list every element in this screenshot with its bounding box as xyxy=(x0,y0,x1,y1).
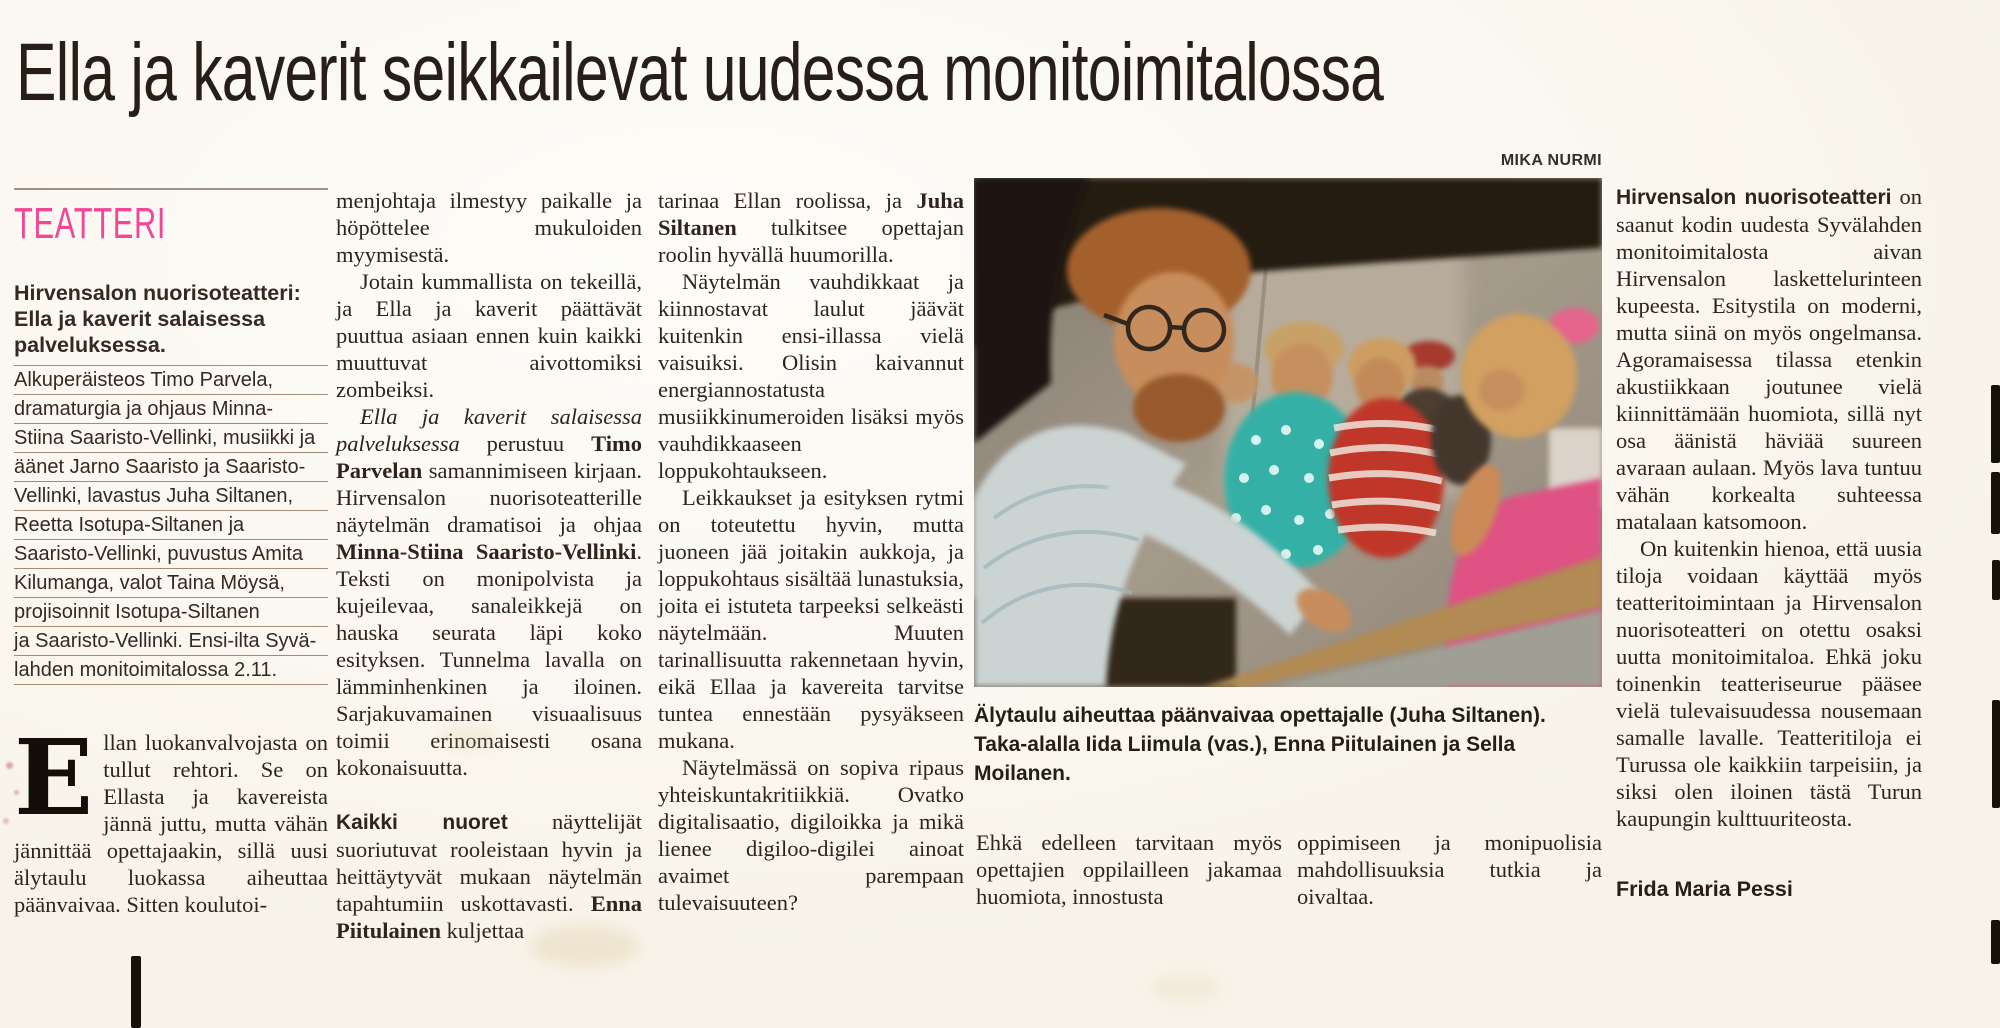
body-paragraph: Ella ja kaverit salaisessa palveluksessa perustuu Timo Parvelan samannimiseen kirjaan. Hirvensalon nuorisoteatterille näytelmän dramatisoi ja ohjaa Minna-Stiina Saaristo-Vellinki. Teksti on monipolvista ja kujeilevaa, sanaleikkejä on hauska seurata läpi koko esityksen. Tunnelma lavalla on lämminhenkinen ja iloinen. Sarjakuvamainen visuaalisuus toimii erinomaisesti osana kokonaisuutta. xyxy=(336,404,642,780)
text-column-6 xyxy=(1616,183,1922,903)
page-title: Ella ja kaverit seikkailevat uudessa monitoimitalossa xyxy=(16,27,1384,118)
body-paragraph: oppimiseen ja monipuolisia mahdollisuuksia tutkia ja oivaltaa. xyxy=(1297,830,1602,909)
scan-smudge xyxy=(530,925,640,967)
text-column-4 xyxy=(976,829,1282,910)
scan-artifact xyxy=(1991,920,2000,964)
scan-smudge xyxy=(440,725,500,751)
photo-block xyxy=(974,152,1602,788)
scan-artifact xyxy=(1991,472,2000,534)
headline-wrap xyxy=(16,27,1384,118)
left-column xyxy=(14,188,328,941)
lead-paragraph xyxy=(14,716,328,918)
body-paragraph: Jotain kummallista on tekeillä, ja Ella ja kaverit päättävät puuttua asiaan ennen kuin kaikki muuttuvat aivottomiksi zombeiksi. xyxy=(336,269,642,402)
lead-text: llan luokanvalvojasta on tullut rehtori. Se on Ellasta ja kavereista jännä juttu, mutta vähän jännittää opettajaakin, sillä uusi älytaulu luokassa aiheuttaa päänvaivaa. Sitten koulutoi- xyxy=(14,730,328,917)
body-paragraph: menjohtaja ilmestyy paikalle ja höpöttelee mukuloiden myymisestä. xyxy=(336,188,642,267)
body-paragraph: On kuitenkin hienoa, että uusia tiloja voidaan käyttää myös teatteritoimintaan ja Hirvensalon nuorisoteatteri on otettu osaksi uutta monitoimitaloa. Ehkä joku toinenkin teatteriseurue pääsee vielä tulevaisuudessa nousemaan samalle lavalle. Teatteritiloja ei Turussa ole kaikkiin tarpeisiin, ja siksi olen iloinen tästä Turun kaupungin kulttuuriteosta. xyxy=(1616,536,1922,831)
credit-line: Stiina Saaristo-Vellinki, musiikki ja xyxy=(14,424,328,453)
text-column-2 xyxy=(336,187,642,944)
body-paragraph: Näytelmässä on sopiva ripaus yhteiskuntakritiikkiä. Ovatko digitalisaatio, digiloikka ja mikä lienee digiloo-digilei ainoat avaimet parempaan tulevaisuuteen? xyxy=(658,755,964,915)
scan-artifact xyxy=(131,956,141,1028)
infobox-title-line: Hirvensalon nuorisoteatteri: xyxy=(14,281,301,305)
scan-speck xyxy=(3,818,9,824)
body-paragraph: Hirvensalon nuorisoteatteri on saanut kodin uudesta Syvälahden monitoimitalosta aivan Hirvensalon laskettelurinteen kupeesta. Esitystila on moderni, mutta siinä on myös ongelmansa. Agoramaisessa tilassa etenkin akustiikkaan joutunee vielä kiinnittämään huomiota, sillä nyt osa äänistä häviää suureen avaraan aulaan. Myös lava tuntuu vähän korkealta suhteessa matalaan katsomoon. xyxy=(1616,184,1922,534)
credit-line: ja Saaristo-Vellinki. Ensi-ilta Syvä- xyxy=(14,627,328,656)
scan-speck xyxy=(6,762,13,769)
credit-line: lahden monitoimitalossa 2.11. xyxy=(14,656,328,685)
credit-line: projisoinnit Isotupa-Siltanen xyxy=(14,598,328,627)
body-paragraph: Kaikki nuoret näyttelijät suoriutuvat rooleistaan hyvin ja heittäytyvät mukaan näytelmän tapahtumiin uskottavasti. Enna Piitulainen kuljettaa xyxy=(336,809,642,943)
dropcap-letter: E xyxy=(14,716,94,839)
column-6-paragraphs xyxy=(1616,183,1922,832)
scan-smudge xyxy=(1150,975,1220,1001)
body-paragraph: Näytelmän vauhdikkaat ja kiinnostavat laulut jäävät kuitenkin ensi-illassa vielä vaisuiksi. Olisin kaivannut energiannostatusta musiikkinumeroiden lisäksi myös vauhdikkaaseen loppukohtaukseen. xyxy=(658,269,964,483)
body-paragraph: Leikkaukset ja esityksen rytmi on toteutettu hyvin, mutta juoneen jää joitakin aukkoja, ja loppukohtaus sisältää lunastuksia, joita ei istuteta tarpeeksi selkeästi näytelmään. Muuten tarinallisuutta rakennetaan hyvin, eikä Ellaa ja kavereita tarvitse tuntea ennestään pysyäkseen mukana. xyxy=(658,485,964,753)
caption-line: Älytaulu aiheuttaa päänvaivaa opettajalle (Juha Siltanen). xyxy=(974,704,1546,727)
section-kicker: TEATTERI xyxy=(14,199,167,248)
infobox-title-line: palveluksessa. xyxy=(14,333,166,357)
scan-artifact xyxy=(1991,385,2000,463)
credit-line: Reetta Isotupa-Siltanen ja xyxy=(14,511,328,540)
caption-line: Taka-alalla Iida Liimula (vas.), Enna Piitulainen ja Sella Moilanen. xyxy=(974,733,1516,785)
credit-line: Alkuperäisteos Timo Parvela, xyxy=(14,366,328,395)
credit-line: Saaristo-Vellinki, puvustus Amita xyxy=(14,540,328,569)
author-byline: Frida Maria Pessi xyxy=(1616,877,1793,901)
stage-photo-illustration xyxy=(974,178,1602,687)
photographer-credit: MIKA NURMI xyxy=(1500,152,1602,169)
credit-line: Vellinki, lavastus Juha Siltanen, xyxy=(14,482,328,511)
credit-line: dramaturgia ja ohjaus Minna- xyxy=(14,395,328,424)
text-column-5 xyxy=(1297,829,1602,910)
credit-line: Kilumanga, valot Taina Möysä, xyxy=(14,569,328,598)
credit-line: äänet Jarno Saaristo ja Saaristo- xyxy=(14,453,328,482)
kicker-wrap xyxy=(14,199,234,248)
infobox-title-line: Ella ja kaverit salaisessa xyxy=(14,307,266,331)
photo-caption xyxy=(974,701,1602,788)
scan-speck xyxy=(14,790,19,795)
text-column-3 xyxy=(658,187,964,916)
body-paragraph: tarinaa Ellan roolissa, ja Juha Siltanen tulkitsee opettajan roolin hyvällä huumorilla. xyxy=(658,188,964,267)
production-infobox xyxy=(14,280,328,685)
scan-artifact xyxy=(1992,560,2000,600)
infobox-title xyxy=(14,280,328,366)
infobox-credits xyxy=(14,366,328,685)
stage-photo-image xyxy=(974,178,1602,687)
body-paragraph: Ehkä edelleen tarvitaan myös opettajien oppilailleen jakamaa huomiota, innostusta xyxy=(976,830,1282,909)
scan-artifact xyxy=(1992,700,2000,808)
